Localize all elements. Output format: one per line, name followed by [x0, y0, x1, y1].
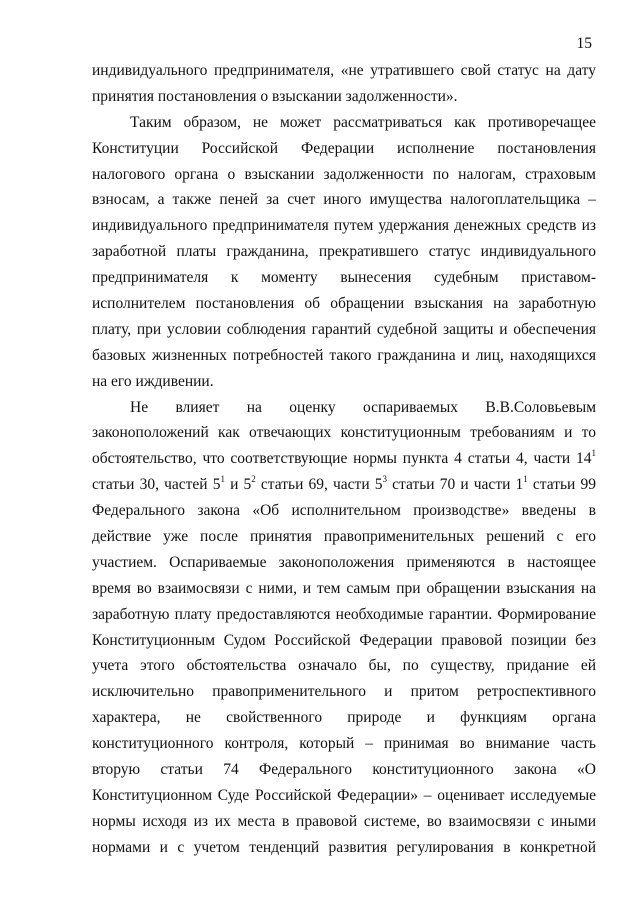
- line-text: и 5: [224, 476, 252, 494]
- paragraph-3-line: Федерального закона «Об исполнительном производстве» введены в: [92, 502, 596, 520]
- paragraph-2-line: плату, при условии соблюдения гарантий судебной защиты и обеспечения: [92, 320, 596, 338]
- superscript: 1: [220, 474, 225, 485]
- paragraph-1-line: индивидуального предпринимателя, «не утратившего свой статус на дату: [92, 62, 596, 79]
- document-body: [92, 58, 596, 861]
- paragraph-2-line: индивидуального предпринимателя путем удержания денежных средств из: [92, 217, 596, 235]
- superscript: 2: [251, 474, 256, 485]
- paragraph-3-line: Не влияет на оценку оспариваемых В.В.Соловьевым: [130, 398, 596, 416]
- paragraph-2-line: исполнителем постановления об обращении взыскания на заработную: [92, 295, 596, 313]
- paragraph-2-line: налогового органа о взыскании задолженности по налогам, страховым: [92, 165, 596, 183]
- paragraph-3-line: законоположений как отвечающих конституционным требованиям и то: [92, 424, 596, 442]
- paragraph-3-line: Конституционном Суде Российской Федерации» – оценивает исследуемые: [92, 786, 596, 804]
- paragraph-2-line: Конституции Российской Федерации исполнение постановления: [92, 139, 596, 157]
- paragraph-2-line: Таким образом, не может рассматриваться как противоречащее: [130, 113, 596, 131]
- paragraph-3-line: характера, не свойственного природе и функциям органа: [92, 709, 596, 727]
- paragraph-3-line: вторую статьи 74 Федерального конституционного закона «О: [92, 761, 596, 779]
- superscript: 1: [591, 448, 596, 459]
- line-text: обстоятельство, что соответствующие нормы пункта 4 статьи 4, части 14: [92, 450, 592, 468]
- paragraph-1-line: принятия постановления о взыскании задолженности».: [92, 87, 458, 105]
- line-text: статьи 70 и части 1: [387, 476, 524, 494]
- paragraph-2-line: взносам, а также пеней за счет иного имущества налогоплательщика –: [92, 191, 596, 209]
- paragraph-3-line: нормы исходя из их места в правовой системе, во взаимосвязи с иными: [92, 812, 596, 830]
- line-text: статьи 30, частей 5: [92, 476, 221, 494]
- paragraph-2-line: базовых жизненных потребностей такого гражданина и лиц, находящихся: [92, 346, 596, 364]
- paragraph-2-line: на его иждивении.: [92, 372, 214, 390]
- paragraph-3-line: [92, 446, 596, 472]
- paragraph-3-line: участием. Оспариваемые законоположения применяются в настоящее: [92, 553, 596, 571]
- superscript: 3: [382, 474, 387, 485]
- paragraph-3-line: заработную плату предоставляются необходимые гарантии. Формирование: [92, 605, 596, 623]
- paragraph-3-line: исключительно правоприменительного и притом ретроспективного: [92, 683, 596, 701]
- line-text: статьи 99: [527, 476, 596, 494]
- line-text: статьи 69, части 5: [255, 476, 383, 494]
- paragraph-3-line: время во взаимосвязи с ними, и тем самым при обращении взыскания на: [92, 579, 596, 597]
- paragraph-2-line: заработной платы гражданина, прекратившего статус индивидуального: [92, 243, 596, 261]
- paragraph-3-line: нормами и с учетом тенденций развития регулирования в конкретной: [92, 838, 596, 856]
- paragraph-3-line: конституционного контроля, который – принимая во внимание часть: [92, 735, 596, 753]
- paragraph-3-line: Конституционным Судом Российской Федерации правовой позиции без: [92, 631, 596, 649]
- paragraph-3-line: учета этого обстоятельства означало бы, по существу, придание ей: [92, 657, 596, 675]
- paragraph-3-line: действие уже после принятия правоприменительных решений с его: [92, 528, 596, 546]
- paragraph-3-line: [92, 472, 596, 498]
- page-number: 15: [576, 35, 592, 52]
- superscript: 1: [523, 474, 528, 485]
- paragraph-2-line: предпринимателя к моменту вынесения судебным приставом-: [92, 269, 596, 287]
